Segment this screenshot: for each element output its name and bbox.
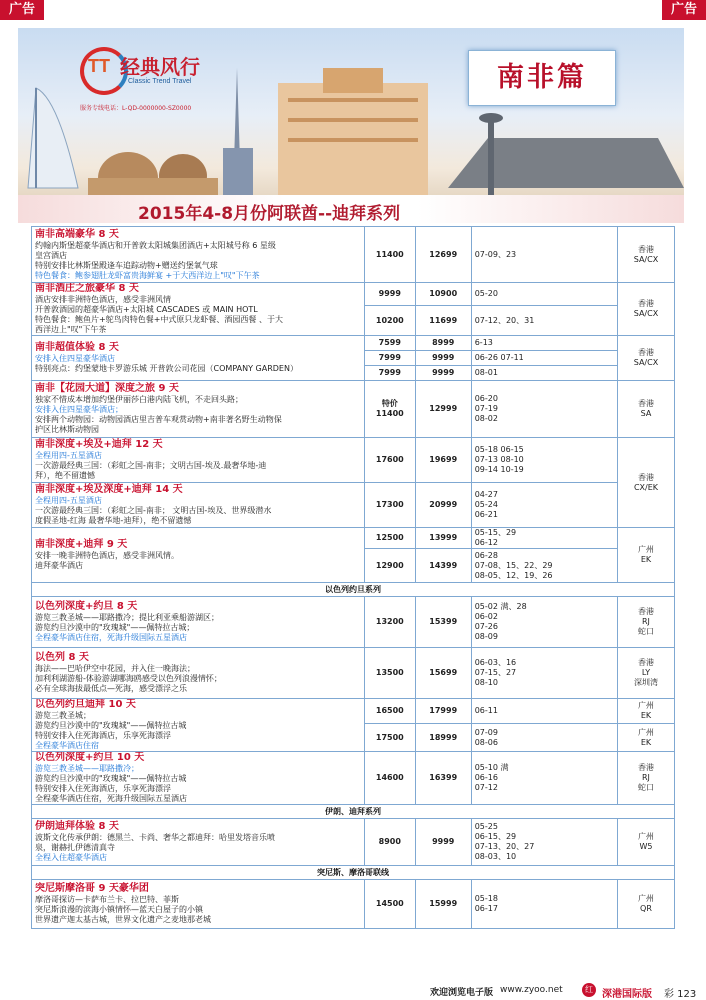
tour-detail: 一次游最经典三国：（彩虹之国-南非；文明古国-埃及.最奢华地-迪 <box>35 461 267 470</box>
destination-line: 香港 <box>637 658 654 667</box>
price-peer <box>364 699 415 724</box>
departure-date: 07-15、27 <box>474 668 517 677</box>
price-retail <box>415 366 471 381</box>
price-value: 16500 <box>375 706 404 715</box>
tour-detail: 世界遗产迦太基古城，世界文化遗产之麦地那老城 <box>35 915 211 924</box>
price-value: 11699 <box>429 315 458 325</box>
departure-date: 07-13、20、27 <box>474 842 535 851</box>
price-peer <box>364 819 415 866</box>
tour-detail: 游览约旦沙漠中的"玫瑰城"——佩特拉古城 <box>35 721 187 730</box>
destination-line: 广州 <box>637 545 654 554</box>
departure-dates <box>471 283 617 306</box>
destination-airline <box>617 336 674 381</box>
departure-dates <box>471 483 617 528</box>
destination-line: 广州 <box>637 727 654 737</box>
tour-detail: 护区比林斯动物园 <box>35 425 99 434</box>
price-value: 14600 <box>375 773 404 782</box>
destination-line: 香港 <box>637 607 654 616</box>
price-value: 7599 <box>378 338 401 347</box>
destination-line: 蛇口 <box>637 627 654 636</box>
tour-name: 南非【花园大道】深度之旅 9 天 <box>35 383 179 394</box>
price-value: 17300 <box>375 500 404 509</box>
departure-date: 06-20 <box>474 394 498 403</box>
tour-name: 伊朗迪拜体验 8 天 <box>35 821 119 832</box>
price-value: 9999 <box>432 353 455 362</box>
logo-hotline: 服务专线电话：L-QD-0000000-SZ0000 <box>80 105 192 112</box>
tour-name: 以色列约旦迪拜 10 天 <box>35 699 136 710</box>
departure-dates <box>471 306 617 336</box>
price-retail <box>415 752 471 805</box>
departure-dates <box>471 597 617 648</box>
destination-line: QR <box>640 904 652 913</box>
tour-desc-cell <box>32 528 365 583</box>
departure-date: 07-12 <box>474 783 498 792</box>
tour-detail: 拜），绝不留遗憾 <box>35 471 95 480</box>
departure-date: 08-02 <box>474 414 498 423</box>
logo <box>80 43 250 131</box>
departure-dates <box>471 336 617 351</box>
departure-date: 06-21 <box>474 510 498 519</box>
price-retail <box>415 549 471 583</box>
price-retail <box>415 351 471 366</box>
tour-detail: 全程用四-五星酒店 <box>35 451 102 460</box>
tour-name: 南非深度+埃及+迪拜 12 天 <box>35 439 163 450</box>
price-value: 18999 <box>429 732 458 742</box>
tour-detail: 安排入住四星豪华酒店 <box>35 354 115 363</box>
destination-line: 香港 <box>637 348 654 357</box>
price-peer <box>364 648 415 699</box>
departure-date: 06-12 <box>474 538 498 547</box>
price-peer <box>364 483 415 528</box>
price-retail <box>415 819 471 866</box>
price-peer <box>364 366 415 381</box>
tour-row <box>32 438 675 483</box>
main-title: 2015年4-8月份阿联酋--迪拜系列 <box>138 204 401 224</box>
destination-airline <box>617 724 674 752</box>
tour-name: 南非深度+埃及深度+迪拜 14 天 <box>35 484 183 495</box>
tour-row <box>32 227 675 283</box>
departure-date: 06-03、16 <box>474 658 517 667</box>
departure-dates <box>471 752 617 805</box>
destination-airline <box>617 528 674 583</box>
departure-date: 09-14 10-19 <box>474 465 524 474</box>
destination-airline <box>617 699 674 724</box>
tour-name: 南非超值体验 8 天 <box>35 342 119 353</box>
tour-detail: 摩洛哥探访—卡萨布兰卡、拉巴特、菲斯 <box>35 895 179 904</box>
departure-date: 07-09 <box>474 727 498 737</box>
tour-table <box>31 226 675 929</box>
departure-dates <box>471 528 617 549</box>
departure-date: 05-24 <box>474 500 498 509</box>
tour-detail: 安排一晚非洲特色酒店，感受非洲风情。 <box>35 551 179 560</box>
price-value: 12900 <box>375 560 404 570</box>
destination-line: 深圳湾 <box>633 678 658 687</box>
price-value: 14500 <box>375 899 404 908</box>
departure-dates <box>471 366 617 381</box>
price-value: 11400 <box>375 249 404 259</box>
price-retail <box>415 724 471 752</box>
price-value: 20999 <box>429 500 458 509</box>
destination-line: EK <box>640 555 652 564</box>
tour-detail: 开普敦酒园的超豪华酒店+太阳城 CASCADES 或 MAIN HOTL <box>35 305 258 314</box>
tour-desc-cell <box>32 227 365 283</box>
destination-airline <box>617 819 674 866</box>
price-value: 11400 <box>375 409 404 418</box>
tour-detail: 游览三教圣城——耶路撒冷； <box>35 764 139 773</box>
departure-date: 05-15、29 <box>474 528 517 537</box>
departure-date: 07-12、20、31 <box>474 315 535 325</box>
destination-line: 香港 <box>637 299 654 308</box>
departure-date: 05-20 <box>474 289 498 298</box>
tour-name: 突尼斯摩洛哥 9 天豪华团 <box>35 883 149 894</box>
destination-airline <box>617 752 674 805</box>
tour-detail: 游览约旦沙漠中的"玫瑰城"——佩特拉古城； <box>35 623 195 632</box>
tour-detail: 迪拜豪华酒店 <box>35 561 83 570</box>
page-number: 彩 123 <box>664 989 697 1000</box>
brand-logo-icon: 红 <box>582 983 596 997</box>
departure-date: 07-26 <box>474 622 498 631</box>
price-peer <box>364 752 415 805</box>
departure-dates <box>471 724 617 752</box>
tour-table-body <box>32 227 675 929</box>
destination-airline <box>617 597 674 648</box>
destination-line: EK <box>640 737 652 747</box>
price-retail <box>415 336 471 351</box>
departure-date: 06-02 <box>474 612 498 621</box>
departure-date: 06-17 <box>474 904 498 913</box>
price-retail <box>415 648 471 699</box>
price-value: 15999 <box>429 899 458 908</box>
departure-date: 6-13 <box>474 338 493 347</box>
price-retail <box>415 528 471 549</box>
tour-row <box>32 819 675 866</box>
departure-dates <box>471 438 617 483</box>
destination-airline <box>617 227 674 283</box>
departure-date: 05-02 满、28 <box>474 602 527 611</box>
tour-detail: 酒店安排非洲特色酒店，感受非洲风情 <box>35 295 171 304</box>
price-peer <box>364 528 415 549</box>
south-africa-badge: 南非篇 <box>468 50 616 106</box>
price-value: 19699 <box>429 455 458 464</box>
tour-name: 以色列深度+约旦 8 天 <box>35 601 138 612</box>
price-peer <box>364 306 415 336</box>
price-value: 10900 <box>429 289 458 298</box>
destination-line: 蛇口 <box>637 783 654 792</box>
destination-line: 广州 <box>637 701 654 710</box>
tour-row <box>32 597 675 648</box>
departure-date: 08-03、10 <box>474 852 517 861</box>
price-value: 13200 <box>375 617 404 626</box>
departure-date: 06-15、29 <box>474 832 517 841</box>
price-value: 12999 <box>429 404 458 413</box>
tour-detail: 安排入住四星豪华酒店； <box>35 405 123 414</box>
destination-line: SA/CX <box>633 358 659 367</box>
tour-row <box>32 283 675 306</box>
tour-detail: 独家不惜成本增加约堡伊丽莎白港内陆飞机，不走回头路； <box>35 395 243 404</box>
price-value: 9999 <box>378 289 401 298</box>
destination-line: RJ <box>642 773 650 782</box>
price-peer <box>364 336 415 351</box>
departure-dates <box>471 549 617 583</box>
price-value: 15399 <box>429 617 458 626</box>
destination-line: 香港 <box>637 472 654 482</box>
logo-en: Classic Trend Travel <box>128 78 192 85</box>
price-retail <box>415 306 471 336</box>
price-peer <box>364 438 415 483</box>
destination-airline <box>617 648 674 699</box>
tour-name: 南非酒庄之旅豪华 8 天 <box>35 283 139 294</box>
departure-date: 08-09 <box>474 632 498 641</box>
departure-date: 06-11 <box>474 706 498 715</box>
ad-label-right: 广告 <box>662 0 706 20</box>
price-peer <box>364 597 415 648</box>
destination-line: SA/CX <box>633 309 659 318</box>
departure-date: 06-28 <box>474 550 498 560</box>
tour-name: 以色列深度+约旦 10 天 <box>35 752 145 763</box>
departure-date: 05-10 满 <box>474 763 509 772</box>
tour-detail: 突尼斯浪漫的滨海小镇情怀—蓝天白屋子的小镇 <box>35 905 203 914</box>
tour-detail: 全程用四-五星酒店 <box>35 496 102 505</box>
destination-line: CX/EK <box>633 482 658 492</box>
tour-desc-cell <box>32 283 365 336</box>
price-peer <box>364 227 415 283</box>
tour-detail: 全程豪华酒店住宿 <box>35 741 99 750</box>
price-value: 8900 <box>378 837 401 846</box>
tour-detail: 必有全球海拔最低点—死海，感受漂浮之乐 <box>35 684 187 693</box>
section-row <box>32 805 675 819</box>
destination-line: SA/CX <box>633 254 659 264</box>
price-retail <box>415 597 471 648</box>
price-retail <box>415 283 471 306</box>
departure-date: 07-08、15、22、29 <box>474 560 553 570</box>
price-value: 17500 <box>375 732 404 742</box>
departure-date: 08-01 <box>474 368 498 377</box>
tour-detail: 特别安排比林斯堡殿逢车追踪动物+赠送约堡氧气球 <box>35 260 218 270</box>
departure-dates <box>471 351 617 366</box>
tour-row <box>32 381 675 438</box>
departure-dates <box>471 227 617 283</box>
departure-dates <box>471 699 617 724</box>
destination-airline <box>617 283 674 336</box>
destination-airline <box>617 880 674 929</box>
tour-desc-cell <box>32 438 365 483</box>
departure-dates <box>471 648 617 699</box>
tour-row <box>32 648 675 699</box>
price-retail <box>415 699 471 724</box>
tour-detail: 安排两个动物园：动物园酒店里吉普车观赏动物+南非著名野生动物保 <box>35 415 282 424</box>
destination-line: 香港 <box>637 399 654 408</box>
footer-brand: 深港国际版 <box>602 989 652 1000</box>
tour-desc-cell <box>32 880 365 929</box>
price-peer <box>364 381 415 438</box>
price-value: 7999 <box>378 353 401 362</box>
tour-detail: 加利利湖游船-体验游湖哪海鸥感受以色列浪漫情怀； <box>35 674 222 683</box>
section-heading: 伊朗、迪拜系列 <box>32 805 675 819</box>
footer-browse: 欢迎浏览电子版 <box>430 988 494 998</box>
price-peer <box>364 283 415 306</box>
tour-desc-cell <box>32 336 365 381</box>
tour-detail: 海法——巴哈伊空中花园，并入住一晚海法； <box>35 664 195 673</box>
tour-desc-cell <box>32 597 365 648</box>
departure-date: 05-18 <box>474 894 498 903</box>
price-retail <box>415 438 471 483</box>
price-value: 16399 <box>429 773 458 782</box>
destination-line: 香港 <box>637 763 654 772</box>
tour-desc-cell <box>32 381 365 438</box>
destination-line: 广州 <box>637 832 654 841</box>
departure-date: 06-26 07-11 <box>474 353 524 362</box>
tour-row <box>32 336 675 351</box>
destination-line: 香港 <box>637 244 654 254</box>
footer <box>0 985 706 1000</box>
tour-desc-cell <box>32 483 365 528</box>
price-value: 15699 <box>429 668 458 677</box>
tour-detail: 全程豪华酒店住宿，死海升级国际五星酒店 <box>35 633 187 642</box>
price-value: 9999 <box>432 368 455 377</box>
departure-dates <box>471 381 617 438</box>
price-value: 9999 <box>432 837 455 846</box>
price-value: 特价 <box>381 399 398 408</box>
departure-date: 07-19 <box>474 404 498 413</box>
tour-row <box>32 699 675 724</box>
logo-cn: 经典风行 <box>120 55 200 79</box>
tour-detail: 特色餐食：鲍鱼片+鸵鸟肉特色餐+中式原只龙虾餐、酒园西餐 、于大 <box>35 315 283 324</box>
tour-desc-cell <box>32 699 365 752</box>
tour-detail: 约翰内斯堡超豪华酒店和开普敦太阳城集团酒店+太阳城号称 6 星级 <box>35 240 276 250</box>
destination-line: W5 <box>639 842 653 851</box>
price-value: 13500 <box>375 668 404 677</box>
destination-line: RJ <box>642 617 650 626</box>
price-value: 8999 <box>432 338 455 347</box>
price-value: 10200 <box>375 315 404 325</box>
tour-desc-cell <box>32 648 365 699</box>
price-value: 13999 <box>429 533 458 542</box>
price-value: 14399 <box>429 560 458 570</box>
tour-detail: 游览约旦沙漠中的"玫瑰城"——佩特拉古城 <box>35 774 187 783</box>
price-value: 17600 <box>375 455 404 464</box>
banner-image <box>18 28 684 223</box>
tour-detail: 特别安排入住死海酒店，乐享死海漂浮 <box>35 731 171 740</box>
tour-detail: 全程豪华酒店住宿，死海升级国际五星酒店 <box>35 794 187 803</box>
departure-date: 05-25 <box>474 822 498 831</box>
departure-date: 06-16 <box>474 773 498 782</box>
departure-date: 07-13 08-10 <box>474 455 524 464</box>
destination-line: 广州 <box>637 894 654 903</box>
departure-date: 08-05、12、19、26 <box>474 570 553 580</box>
tour-row <box>32 528 675 549</box>
tour-detail: 皇宫酒店 <box>35 250 67 260</box>
tour-detail: 全程入住超豪华酒店 <box>35 853 107 862</box>
destination-line: EK <box>640 711 652 720</box>
tour-desc-cell <box>32 752 365 805</box>
price-retail <box>415 880 471 929</box>
tour-row <box>32 483 675 528</box>
tour-name: 南非深度+迪拜 9 天 <box>35 539 128 550</box>
tour-name: 以色列 8 天 <box>35 652 89 663</box>
tour-detail: 游览三教圣城——耶路撒冷；提比利亚乘船游湖区； <box>35 613 219 622</box>
price-peer <box>364 549 415 583</box>
price-peer <box>364 880 415 929</box>
tour-detail: 西洋边上"叹"下午茶 <box>35 325 107 334</box>
tour-detail: 游览三教圣城； <box>35 711 91 720</box>
logo-mark: TT <box>88 56 110 76</box>
departure-date: 08-10 <box>474 678 498 687</box>
price-retail <box>415 227 471 283</box>
ad-label-left: 广告 <box>0 0 44 20</box>
departure-date: 08-06 <box>474 737 498 747</box>
tour-detail: 波斯文化传承伊朗：德黑兰、卡尚、奢华之都迪拜：哈里发塔音乐喷 <box>35 833 275 842</box>
destination-line: SA <box>640 409 652 418</box>
departure-date: 07-09、23 <box>474 249 517 259</box>
price-peer <box>364 351 415 366</box>
departure-date: 05-18 06-15 <box>474 445 524 454</box>
tour-row <box>32 880 675 929</box>
destination-airline <box>617 438 674 528</box>
section-row <box>32 583 675 597</box>
tour-detail: 特色餐食：鲍参翅肚龙虾富贵海鲜宴 +于大西洋边上"叹"下午茶 <box>35 270 260 280</box>
destination-line: LY <box>641 668 651 677</box>
tour-detail: 度假圣地-红海 最奢华地-迪拜），绝不留遗憾 <box>35 516 192 525</box>
price-retail <box>415 381 471 438</box>
section-heading: 突尼斯、摩洛哥联线 <box>32 866 675 880</box>
price-value: 17999 <box>429 706 458 715</box>
departure-dates <box>471 880 617 929</box>
tour-desc-cell <box>32 819 365 866</box>
tour-row <box>32 752 675 805</box>
price-value: 12699 <box>429 249 458 259</box>
section-heading: 以色列约旦系列 <box>32 583 675 597</box>
departure-dates <box>471 819 617 866</box>
tour-name: 南非高端豪华 8 天 <box>35 228 119 240</box>
price-value: 12500 <box>375 533 404 542</box>
price-value: 7999 <box>378 368 401 377</box>
price-retail <box>415 483 471 528</box>
tour-detail: 特别亮点：约堡蒙地卡罗游乐城 开普敦公司花园（COMPANY GARDEN） <box>35 364 298 373</box>
tour-detail: 一次游最经典三国：（彩虹之国-南非； 文明古国-埃及、世界级潜水 <box>35 506 272 515</box>
tour-detail: 特别安排入住死海酒店，乐享死海漂浮 <box>35 784 171 793</box>
section-row <box>32 866 675 880</box>
tour-detail: 泉，谢赫扎伊德清真寺 <box>35 843 115 852</box>
footer-url[interactable]: www.zyoo.net <box>500 985 563 995</box>
destination-airline <box>617 381 674 438</box>
price-peer <box>364 724 415 752</box>
departure-date: 04-27 <box>474 490 498 499</box>
